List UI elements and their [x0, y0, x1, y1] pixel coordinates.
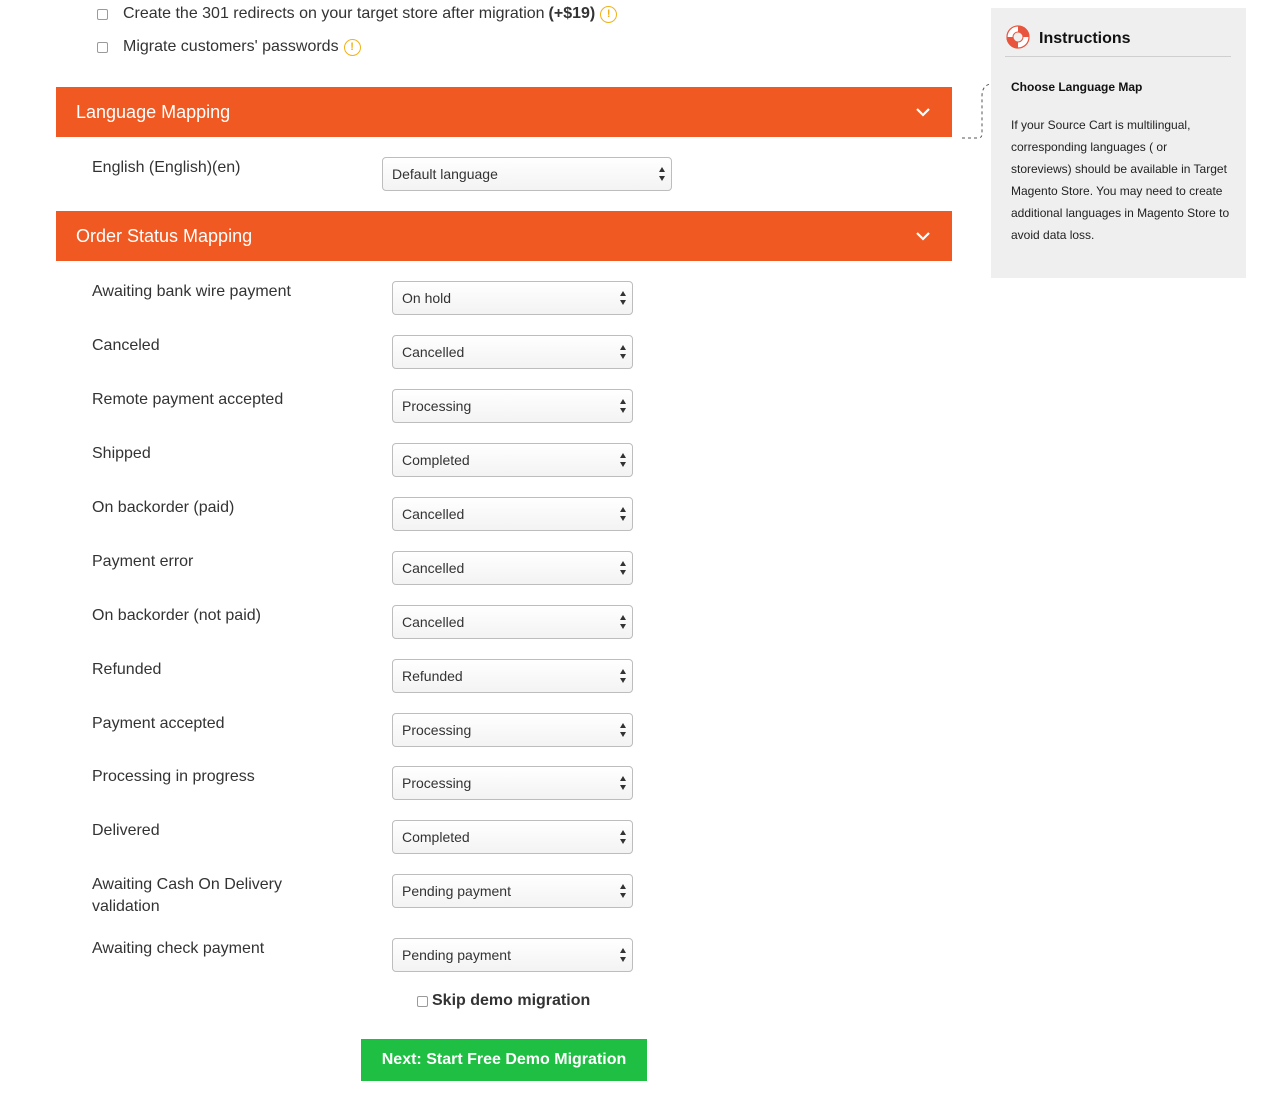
order-status-select[interactable]: [392, 659, 633, 693]
instructions-title: Instructions: [1039, 30, 1131, 47]
select-arrows-icon: [619, 345, 626, 359]
select-value: Pending payment: [402, 947, 511, 963]
order-status-label: Remote payment accepted: [92, 391, 284, 408]
order-status-label: Awaiting check payment: [92, 940, 265, 957]
warning-circle-icon[interactable]: !: [600, 6, 617, 23]
select-arrows-icon: [619, 453, 626, 467]
select-arrows-icon: [619, 291, 626, 305]
order-status-label: Processing in progress: [92, 768, 255, 785]
redirects-option[interactable]: [97, 5, 617, 23]
select-value: On hold: [402, 290, 452, 306]
order-status-select[interactable]: [392, 605, 633, 639]
order-status-select[interactable]: [392, 389, 633, 423]
select-arrows-icon: [658, 167, 665, 181]
order-status-select[interactable]: [392, 335, 633, 369]
order-status-label: Delivered: [92, 822, 160, 839]
select-value: Cancelled: [402, 614, 465, 630]
select-arrows-icon: [619, 399, 626, 413]
skip-demo-checkbox[interactable]: [417, 996, 428, 1007]
select-arrows-icon: [619, 830, 626, 844]
order-status-label: On backorder (not paid): [92, 607, 261, 624]
order-status-label: Refunded: [92, 661, 162, 678]
select-value: Default language: [392, 166, 498, 182]
select-arrows-icon: [619, 948, 626, 962]
order-status-label: Awaiting Cash On Delivery validation: [92, 876, 283, 915]
chevron-down-icon[interactable]: [914, 103, 932, 121]
instructions-subtitle: Choose Language Map: [1011, 80, 1143, 94]
select-value: Pending payment: [402, 883, 511, 899]
select-value: Completed: [402, 829, 470, 845]
redirects-price: (+$19): [548, 5, 596, 22]
passwords-option[interactable]: [97, 38, 361, 56]
select-value: Processing: [402, 775, 472, 791]
order-status-select[interactable]: [392, 713, 633, 747]
select-value: Refunded: [402, 668, 463, 684]
redirects-checkbox[interactable]: [97, 9, 108, 20]
select-arrows-icon: [619, 884, 626, 898]
select-value: Cancelled: [402, 506, 465, 522]
instructions-panel: [991, 8, 1246, 278]
order-status-label: Canceled: [92, 337, 160, 354]
skip-demo-option[interactable]: [417, 992, 590, 1010]
passwords-label: Migrate customers' passwords: [123, 38, 339, 55]
order-status-select[interactable]: [392, 820, 633, 854]
order-status-label: Awaiting bank wire payment: [92, 283, 291, 300]
redirects-label: Create the 301 redirects on your target store after migration: [123, 5, 545, 22]
order-status-label: Payment error: [92, 553, 194, 570]
order-status-label: Payment accepted: [92, 715, 225, 732]
select-value: Processing: [402, 398, 472, 414]
chevron-down-icon[interactable]: [914, 227, 932, 245]
select-value: Cancelled: [402, 560, 465, 576]
warning-circle-icon[interactable]: !: [344, 39, 361, 56]
select-value: Completed: [402, 452, 470, 468]
instructions-body: If your Source Cart is multilingual, corresponding languages ( or storeviews) should be available in Target Magento Store. You may need to create additional languages in Magento Store to avoid data loss.: [1011, 118, 1230, 242]
instructions-header: [1005, 22, 1231, 57]
order-status-select[interactable]: [392, 281, 633, 315]
order-status-select[interactable]: [392, 443, 633, 477]
order-status-select[interactable]: [392, 938, 633, 972]
order-status-select[interactable]: [392, 551, 633, 585]
order-status-select[interactable]: [392, 874, 633, 908]
order-status-select[interactable]: [392, 497, 633, 531]
skip-demo-label: Skip demo migration: [432, 992, 591, 1009]
lifebuoy-icon: [1005, 24, 1031, 55]
select-arrows-icon: [619, 669, 626, 683]
order-status-mapping-title: Order Status Mapping: [76, 225, 253, 246]
instructions-connector: [962, 82, 992, 142]
passwords-checkbox[interactable]: [97, 42, 108, 53]
language-target-select[interactable]: [382, 157, 672, 191]
start-demo-migration-button[interactable]: Next: Start Free Demo Migration: [361, 1039, 647, 1081]
order-status-mapping-header[interactable]: [56, 211, 952, 261]
language-mapping-header[interactable]: [56, 87, 952, 137]
select-value: Cancelled: [402, 344, 465, 360]
language-mapping-title: Language Mapping: [76, 101, 231, 122]
select-arrows-icon: [619, 615, 626, 629]
language-source-label: English (English)(en): [92, 159, 241, 176]
select-arrows-icon: [619, 723, 626, 737]
order-status-label: On backorder (paid): [92, 499, 235, 516]
order-status-select[interactable]: [392, 766, 633, 800]
select-arrows-icon: [619, 561, 626, 575]
select-arrows-icon: [619, 507, 626, 521]
select-arrows-icon: [619, 776, 626, 790]
order-status-label: Shipped: [92, 445, 151, 462]
select-value: Processing: [402, 722, 472, 738]
